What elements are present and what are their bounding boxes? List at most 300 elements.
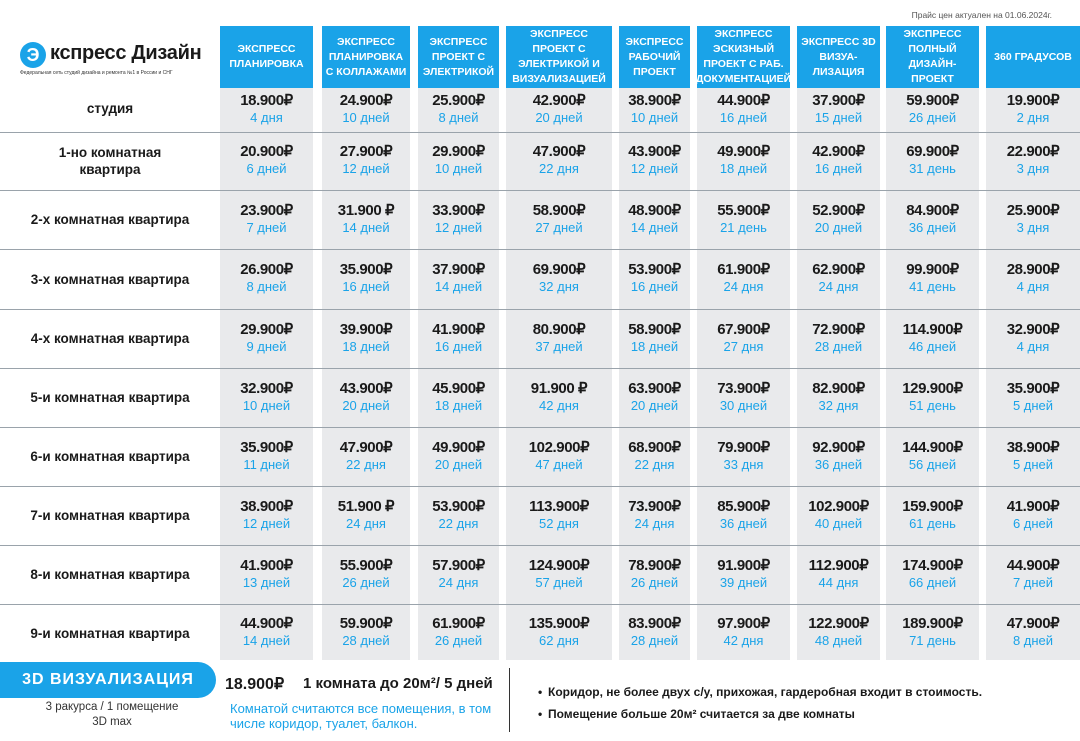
duration-value: 14 дней <box>434 279 483 294</box>
duration-value: 2 дня <box>1016 110 1050 125</box>
price-cell <box>797 557 880 591</box>
logo-name: кспресс Дизайн <box>50 42 202 64</box>
duration-value: 31 день <box>909 161 956 176</box>
price-cell <box>697 92 790 126</box>
duration-value: 32 дня <box>539 279 579 294</box>
price-cell <box>418 498 499 532</box>
price-cell <box>506 321 612 355</box>
duration-value: 28 дней <box>814 339 863 354</box>
price-cell <box>418 92 499 126</box>
price-value: 61.900₽ <box>432 615 485 632</box>
price-cell <box>886 321 979 355</box>
price-cell <box>797 202 880 236</box>
column-header: ЭКСПРЕСС ПЛАНИРОВКА <box>220 26 313 88</box>
row-label: 8-и комнатная квартира <box>30 567 190 582</box>
price-cell <box>322 557 410 591</box>
duration-value: 9 дней <box>246 339 287 354</box>
duration-value: 12 дней <box>434 220 483 235</box>
duration-value: 18 дней <box>630 339 679 354</box>
duration-value: 22 дня <box>539 161 579 176</box>
price-cell <box>697 261 790 295</box>
price-cell <box>697 321 790 355</box>
duration-value: 24 дня <box>818 279 859 294</box>
viz-note-line1: 3 ракурса / 1 помещение <box>45 701 179 713</box>
duration-value: 22 дня <box>438 516 479 531</box>
price-cell <box>220 380 313 414</box>
price-value: 35.900₽ <box>240 439 293 456</box>
price-cell <box>619 261 690 295</box>
duration-value: 8 дней <box>438 110 479 125</box>
price-cell <box>418 143 499 177</box>
price-cell <box>986 380 1080 414</box>
duration-value: 12 дней <box>342 161 390 176</box>
price-cell <box>322 615 410 649</box>
duration-value: 12 дней <box>630 161 679 176</box>
viz-banner: 3D ВИЗУАЛИЗАЦИЯ <box>0 662 216 698</box>
price-value: 43.900₽ <box>339 380 393 397</box>
row-label: 3-х комнатная квартира <box>30 271 190 287</box>
price-value: 78.900₽ <box>628 557 681 574</box>
duration-value: 14 дней <box>342 220 390 235</box>
row-label: 7-и комнатная квартира <box>30 508 190 523</box>
price-cell <box>506 143 612 177</box>
price-value: 20.900₽ <box>240 143 293 160</box>
price-value: 52.900₽ <box>812 202 865 219</box>
duration-value: 27 дней <box>535 220 583 235</box>
price-value: 73.900₽ <box>628 498 681 515</box>
price-cell <box>697 143 790 177</box>
price-value: 112.900₽ <box>808 557 869 574</box>
column-header: ЭКСПРЕСС ПРОЕКТ С ЭЛЕКТРИКОЙ И ВИЗУАЛИЗАЦИЕЙ <box>506 26 612 88</box>
price-value: 92.900₽ <box>812 439 865 456</box>
price-value: 29.900₽ <box>432 143 485 160</box>
price-value: 79.900₽ <box>717 439 770 456</box>
price-cell <box>986 261 1080 295</box>
duration-value: 16 дней <box>814 161 863 176</box>
price-value: 44.900₽ <box>1006 557 1060 574</box>
price-value: 32.900₽ <box>1006 321 1060 338</box>
price-value: 43.900₽ <box>628 143 681 160</box>
duration-value: 4 дня <box>1016 279 1050 294</box>
price-cell <box>220 92 313 126</box>
price-cell <box>220 615 313 649</box>
price-cell <box>986 557 1080 591</box>
price-cell <box>418 557 499 591</box>
price-value: 49.900₽ <box>717 143 770 160</box>
price-cell <box>886 261 979 295</box>
duration-value: 18 дней <box>342 339 390 354</box>
price-value: 28.900₽ <box>1006 261 1060 278</box>
duration-value: 20 дней <box>814 220 863 235</box>
price-cell <box>986 143 1080 177</box>
price-value: 83.900₽ <box>628 615 681 632</box>
price-value: 18.900₽ <box>240 92 293 109</box>
price-value: 37.900₽ <box>812 92 865 109</box>
price-value: 38.900₽ <box>628 92 681 109</box>
price-cell <box>418 380 499 414</box>
duration-value: 66 дней <box>908 575 957 590</box>
row-label: 1-но комнатная квартира <box>58 145 162 177</box>
duration-value: 36 дней <box>908 220 957 235</box>
price-cell <box>322 143 410 177</box>
price-value: 38.900₽ <box>240 498 293 515</box>
price-cell <box>886 439 979 473</box>
duration-value: 10 дней <box>434 161 483 176</box>
duration-value: 24 дня <box>634 516 675 531</box>
duration-value: 48 дней <box>814 633 863 648</box>
duration-value: 18 дней <box>719 161 768 176</box>
duration-value: 20 дней <box>630 398 679 413</box>
price-cell <box>986 321 1080 355</box>
duration-value: 51 день <box>909 398 956 413</box>
price-cell <box>506 498 612 532</box>
price-cell <box>986 498 1080 532</box>
duration-value: 26 дней <box>434 633 483 648</box>
note-bullet: • Помещение больше 20м² считается за две комнаты <box>548 707 855 721</box>
duration-value: 10 дней <box>242 398 291 413</box>
price-value: 82.900₽ <box>812 380 865 397</box>
duration-value: 8 дней <box>246 279 287 294</box>
price-cell <box>506 557 612 591</box>
duration-value: 28 дней <box>630 633 679 648</box>
price-value: 25.900₽ <box>432 92 485 109</box>
row-label: 5-и комнатная квартира <box>30 390 190 405</box>
duration-value: 16 дней <box>342 279 390 294</box>
price-cell <box>697 615 790 649</box>
price-cell <box>797 615 880 649</box>
duration-value: 7 дней <box>1012 575 1054 590</box>
price-value: 69.900₽ <box>906 143 959 160</box>
price-cell <box>418 439 499 473</box>
price-cell <box>886 202 979 236</box>
duration-value: 16 дней <box>719 110 768 125</box>
column-header: ЭКСПРЕСС РАБОЧИЙ ПРОЕКТ <box>619 26 690 88</box>
price-value: 23.900₽ <box>240 202 293 219</box>
price-cell <box>418 615 499 649</box>
price-value: 39.900₽ <box>339 321 393 338</box>
price-cell <box>797 143 880 177</box>
duration-value: 40 дней <box>814 516 863 531</box>
price-value: 63.900₽ <box>628 380 681 397</box>
duration-value: 4 дня <box>1016 339 1050 354</box>
price-value: 102.900₽ <box>528 439 590 456</box>
price-cell <box>797 498 880 532</box>
price-value: 48.900₽ <box>628 202 681 219</box>
price-value: 31.900 ₽ <box>337 202 395 219</box>
price-value: 41.900₽ <box>240 557 293 574</box>
duration-value: 20 дней <box>342 398 390 413</box>
price-cell <box>506 261 612 295</box>
duration-value: 39 дней <box>719 575 768 590</box>
duration-value: 47 дней <box>535 457 583 472</box>
price-value: 72.900₽ <box>812 321 865 338</box>
price-value: 53.900₽ <box>432 498 485 515</box>
row-label: 2-х комнатная квартира <box>30 212 190 227</box>
price-cell <box>322 498 410 532</box>
price-cell <box>886 615 979 649</box>
price-value: 129.900₽ <box>902 380 963 397</box>
column-header: 360 ГРАДУСОВ <box>986 26 1080 88</box>
price-value: 41.900₽ <box>1006 498 1060 515</box>
viz-rooms-note: Комнатой считаются все помещения, в том числе коридор, туалет, балкон. <box>230 701 492 731</box>
price-value: 44.900₽ <box>240 615 293 632</box>
price-value: 67.900₽ <box>717 321 770 338</box>
price-cell <box>797 321 880 355</box>
price-value: 29.900₽ <box>240 321 293 338</box>
price-value: 49.900₽ <box>432 439 485 456</box>
duration-value: 24 дня <box>723 279 764 294</box>
price-value: 26.900₽ <box>240 261 293 278</box>
duration-value: 15 дней <box>814 110 863 125</box>
price-cell <box>619 321 690 355</box>
price-value: 189.900₽ <box>902 615 963 632</box>
price-cell <box>986 202 1080 236</box>
price-cell <box>797 261 880 295</box>
price-cell <box>322 439 410 473</box>
price-value: 45.900₽ <box>432 380 485 397</box>
duration-value: 36 дней <box>719 516 768 531</box>
price-cell <box>506 615 612 649</box>
duration-value: 13 дней <box>242 575 291 590</box>
price-cell <box>886 92 979 126</box>
logo <box>20 40 220 80</box>
price-value: 55.900₽ <box>717 202 770 219</box>
duration-value: 21 день <box>720 220 767 235</box>
price-value: 84.900₽ <box>906 202 959 219</box>
price-cell <box>697 557 790 591</box>
price-value: 59.900₽ <box>339 615 393 632</box>
duration-value: 10 дней <box>342 110 390 125</box>
column-header: ЭКСПРЕСС 3D ВИЗУА- ЛИЗАЦИЯ <box>797 26 880 88</box>
price-cell <box>619 439 690 473</box>
duration-value: 20 дней <box>535 110 583 125</box>
row-label: 6-и комнатная квартира <box>30 449 190 464</box>
duration-value: 30 дней <box>719 398 768 413</box>
duration-value: 16 дней <box>630 279 679 294</box>
price-value: 35.900₽ <box>1006 380 1060 397</box>
price-value: 73.900₽ <box>717 380 770 397</box>
viz-description: 1 комната до 20м²/ 5 дней <box>303 675 493 692</box>
price-cell <box>697 498 790 532</box>
price-cell <box>886 498 979 532</box>
duration-value: 26 дней <box>342 575 390 590</box>
duration-value: 37 дней <box>535 339 583 354</box>
price-value: 124.900₽ <box>528 557 590 574</box>
price-cell <box>886 380 979 414</box>
duration-value: 33 дня <box>723 457 764 472</box>
price-value: 91.900₽ <box>717 557 770 574</box>
price-value: 35.900₽ <box>339 261 393 278</box>
price-value: 25.900₽ <box>1006 202 1060 219</box>
price-value: 55.900₽ <box>339 557 393 574</box>
price-value: 42.900₽ <box>812 143 865 160</box>
duration-value: 57 дней <box>535 575 583 590</box>
price-value: 85.900₽ <box>717 498 770 515</box>
price-value: 27.900₽ <box>339 143 393 160</box>
column-header: ЭКСПРЕСС ЭСКИЗНЫЙ ПРОЕКТ С РАБ. ДОКУМЕНТАЦИЕЙ <box>697 26 790 88</box>
price-cell <box>506 92 612 126</box>
price-cell <box>506 439 612 473</box>
duration-value: 10 дней <box>630 110 679 125</box>
price-value: 69.900₽ <box>532 261 586 278</box>
price-value: 37.900₽ <box>432 261 485 278</box>
price-value: 24.900₽ <box>339 92 393 109</box>
price-cell <box>619 92 690 126</box>
price-value: 57.900₽ <box>432 557 485 574</box>
duration-value: 24 дня <box>346 516 386 531</box>
duration-value: 22 дня <box>634 457 675 472</box>
price-value: 58.900₽ <box>532 202 586 219</box>
row-label: 4-х комнатная квартира <box>30 331 190 346</box>
price-cell <box>986 615 1080 649</box>
price-cell <box>886 557 979 591</box>
duration-value: 71 день <box>909 633 956 648</box>
price-cell <box>986 92 1080 126</box>
duration-value: 14 дней <box>630 220 679 235</box>
duration-value: 62 дня <box>539 633 579 648</box>
duration-value: 7 дней <box>246 220 287 235</box>
duration-value: 16 дней <box>434 339 483 354</box>
price-cell <box>220 498 313 532</box>
price-cell <box>418 261 499 295</box>
logo-tagline: Федеральная сеть студий дизайна и ремонта №1 в России и СНГ <box>20 70 173 76</box>
price-cell <box>986 439 1080 473</box>
price-cell <box>619 202 690 236</box>
price-cell <box>322 92 410 126</box>
viz-price: 18.900₽ <box>225 676 285 693</box>
price-value: 80.900₽ <box>532 321 586 338</box>
duration-value: 3 дня <box>1016 220 1050 235</box>
price-cell <box>418 321 499 355</box>
row-label: 9-и комнатная квартира <box>30 625 190 641</box>
duration-value: 5 дней <box>1012 398 1054 413</box>
duration-value: 6 дней <box>246 161 287 176</box>
price-value: 53.900₽ <box>628 261 681 278</box>
price-cell <box>322 202 410 236</box>
price-value: 99.900₽ <box>906 261 959 278</box>
price-value: 159.900₽ <box>902 498 963 515</box>
price-value: 51.900 ₽ <box>337 498 395 515</box>
price-value: 47.900₽ <box>532 143 586 160</box>
duration-value: 41 день <box>909 279 956 294</box>
duration-value: 28 дней <box>342 633 390 648</box>
price-value: 62.900₽ <box>812 261 865 278</box>
divider <box>509 668 510 732</box>
price-cell <box>697 380 790 414</box>
price-value: 102.900₽ <box>808 498 869 515</box>
price-cell <box>619 498 690 532</box>
duration-value: 18 дней <box>434 398 483 413</box>
price-cell <box>619 380 690 414</box>
price-value: 59.900₽ <box>906 92 959 109</box>
duration-value: 22 дня <box>346 457 386 472</box>
price-cell <box>220 321 313 355</box>
duration-value: 36 дней <box>814 457 863 472</box>
duration-value: 32 дня <box>818 398 859 413</box>
price-cell <box>220 439 313 473</box>
price-value: 32.900₽ <box>240 380 293 397</box>
price-date: Прайс цен актуален на 01.06.2024г. <box>911 10 1052 20</box>
price-value: 44.900₽ <box>717 92 770 109</box>
price-value: 33.900₽ <box>432 202 485 219</box>
price-value: 114.900₽ <box>902 321 963 338</box>
price-cell <box>322 321 410 355</box>
price-cell <box>797 92 880 126</box>
price-value: 122.900₽ <box>808 615 869 632</box>
price-cell <box>220 557 313 591</box>
duration-value: 6 дней <box>1012 516 1054 531</box>
duration-value: 42 дня <box>723 633 764 648</box>
duration-value: 26 дней <box>630 575 679 590</box>
price-cell <box>220 261 313 295</box>
duration-value: 44 дня <box>818 575 859 590</box>
price-cell <box>418 202 499 236</box>
price-cell <box>797 380 880 414</box>
price-value: 174.900₽ <box>902 557 963 574</box>
duration-value: 42 дня <box>539 398 579 413</box>
price-value: 22.900₽ <box>1006 143 1060 160</box>
viz-note-line2: 3D max <box>92 716 132 728</box>
column-header: ЭКСПРЕСС ПРОЕКТ С ЭЛЕКТРИКОЙ <box>418 26 499 88</box>
duration-value: 52 дня <box>539 516 579 531</box>
price-value: 42.900₽ <box>532 92 586 109</box>
price-value: 58.900₽ <box>628 321 681 338</box>
price-cell <box>506 380 612 414</box>
column-header: ЭКСПРЕСС ПОЛНЫЙ ДИЗАЙН- ПРОЕКТ <box>886 26 979 88</box>
price-cell <box>697 439 790 473</box>
price-value: 19.900₽ <box>1006 92 1060 109</box>
price-value: 38.900₽ <box>1006 439 1060 456</box>
duration-value: 11 дней <box>243 457 290 472</box>
price-value: 135.900₽ <box>528 615 590 632</box>
price-value: 41.900₽ <box>432 321 485 338</box>
price-cell <box>697 202 790 236</box>
duration-value: 61 день <box>909 516 956 531</box>
price-value: 47.900₽ <box>339 439 393 456</box>
duration-value: 56 дней <box>908 457 957 472</box>
price-cell <box>322 261 410 295</box>
duration-value: 8 дней <box>1012 633 1054 648</box>
duration-value: 20 дней <box>434 457 483 472</box>
duration-value: 26 дней <box>908 110 957 125</box>
price-value: 47.900₽ <box>1006 615 1060 632</box>
duration-value: 5 дней <box>1012 457 1054 472</box>
duration-value: 46 дней <box>908 339 957 354</box>
row-label: студия <box>86 100 134 116</box>
price-value: 97.900₽ <box>717 615 770 632</box>
logo-mark-icon: Э <box>20 42 46 68</box>
price-cell <box>619 557 690 591</box>
column-header: ЭКСПРЕСС ПЛАНИРОВКА С КОЛЛАЖАМИ <box>322 26 410 88</box>
duration-value: 12 дней <box>242 516 291 531</box>
price-cell <box>220 202 313 236</box>
price-value: 68.900₽ <box>628 439 681 456</box>
price-cell <box>619 615 690 649</box>
price-cell <box>322 380 410 414</box>
duration-value: 24 дня <box>438 575 479 590</box>
price-cell <box>220 143 313 177</box>
duration-value: 3 дня <box>1016 161 1050 176</box>
price-cell <box>619 143 690 177</box>
price-cell <box>797 439 880 473</box>
duration-value: 14 дней <box>242 633 291 648</box>
duration-value: 27 дня <box>723 339 764 354</box>
price-cell <box>886 143 979 177</box>
duration-value: 4 дня <box>250 110 283 125</box>
price-value: 91.900 ₽ <box>530 380 588 397</box>
note-bullet: • Коридор, не более двух с/у, прихожая, гардеробная входит в стоимость. <box>548 685 982 699</box>
price-value: 144.900₽ <box>902 439 963 456</box>
